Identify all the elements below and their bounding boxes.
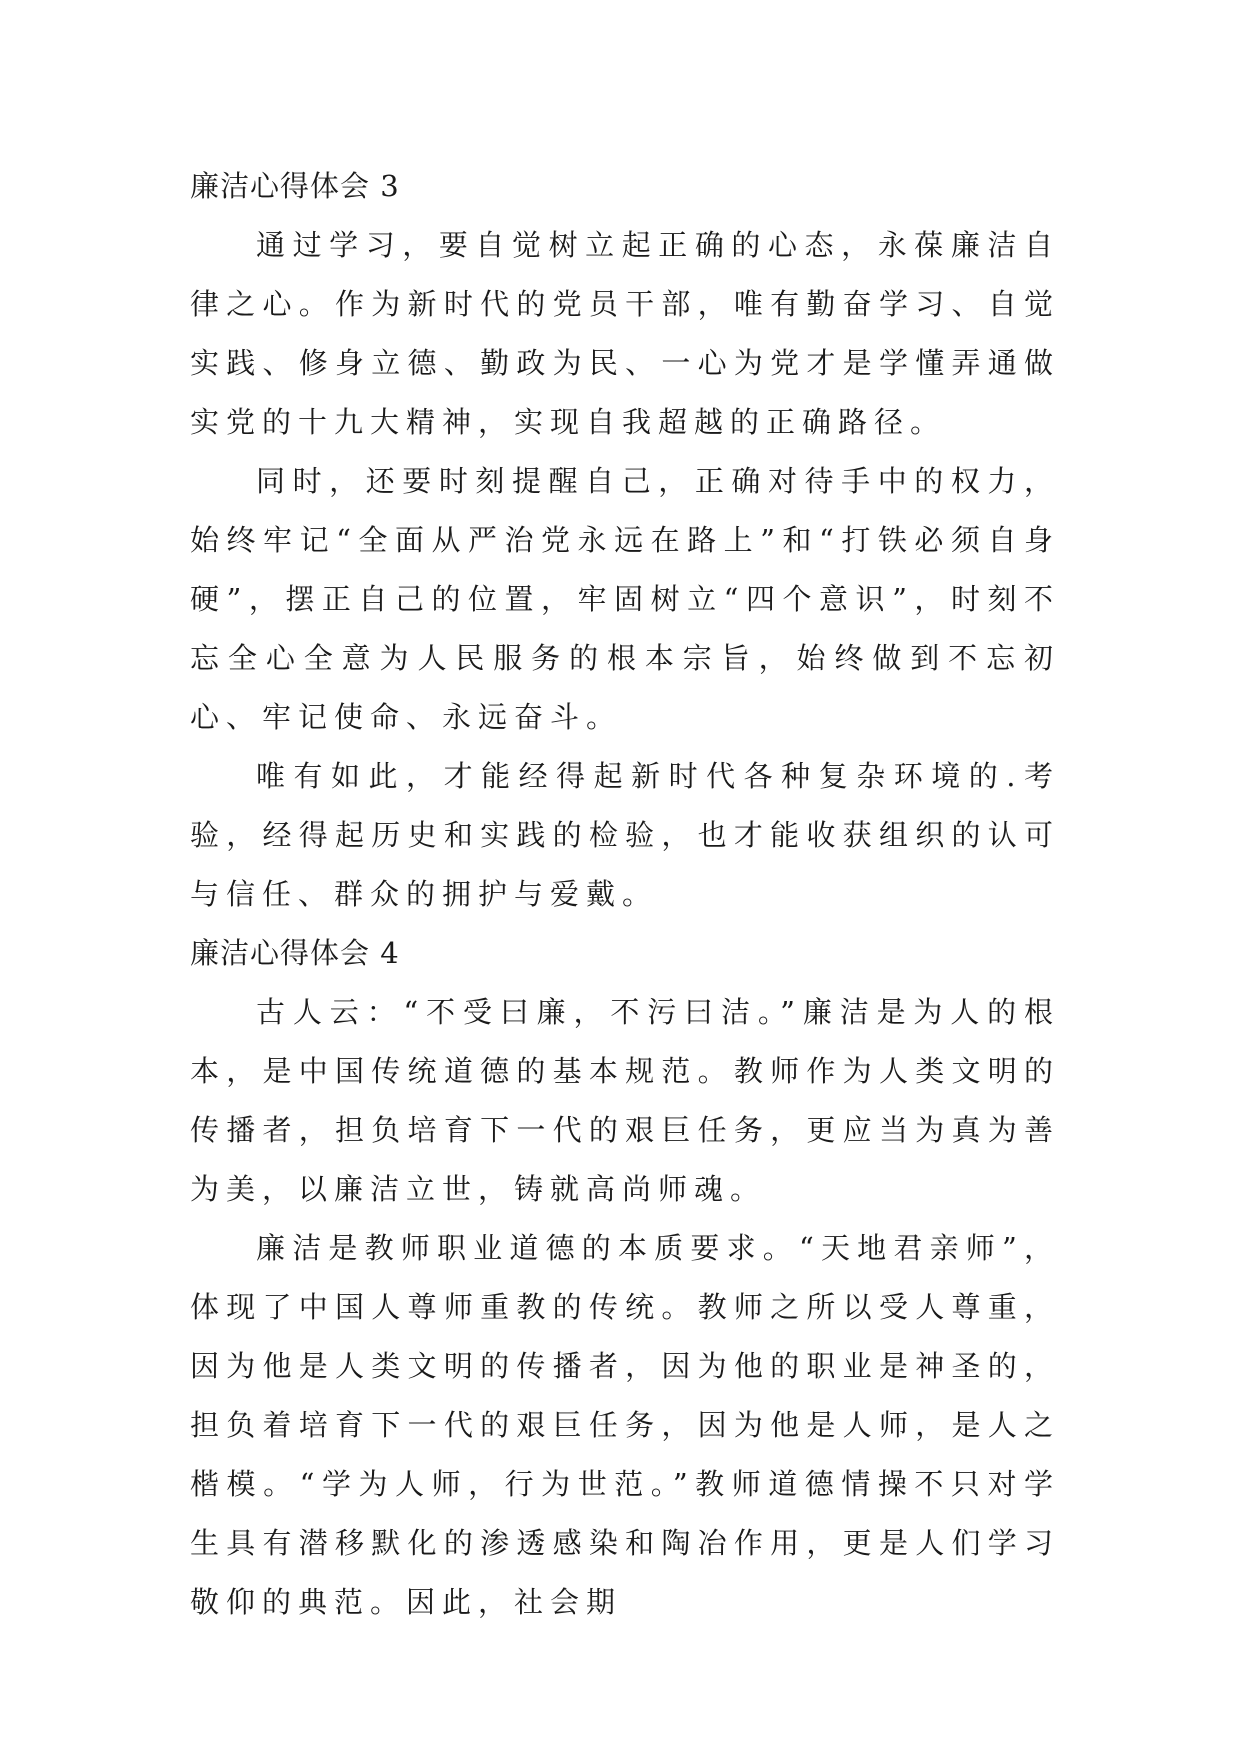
section-title: 廉洁心得体会 3 (190, 169, 400, 203)
section-title: 廉洁心得体会 4 (190, 936, 400, 970)
paragraph: 同时，还要时刻提醒自己，正确对待手中的权力，始终牢记“全面从严治党永远在路上”和“打铁必须自身硬”，摆正自己的位置，牢固树立“四个意识”，时刻不忘全心全意为人民服务的根本宗旨，始终做到不忘初心、牢记使命、永远奋斗。 (190, 464, 1060, 734)
document-page (190, 157, 1060, 1632)
paragraph: 唯有如此，才能经得起新时代各种复杂环境的.考验，经得起历史和实践的检验，也才能收获组织的认可与信任、群众的拥护与爱戴。 (190, 759, 1060, 911)
section-3 (190, 157, 1060, 924)
paragraph: 廉洁是教师职业道德的本质要求。“天地君亲师”，体现了中国人尊师重教的传统。教师之所以受人尊重，因为他是人类文明的传播者，因为他的职业是神圣的，担负着培育下一代的艰巨任务，因为他是人师，是人之楷模。“学为人师，行为世范。”教师道德情操不只对学生具有潜移默化的渗透感染和陶冶作用，更是人们学习敬仰的典范。因此，社会期 (190, 1231, 1060, 1619)
section-4 (190, 924, 1060, 1632)
paragraph: 古人云：“不受曰廉，不污曰洁。”廉洁是为人的根本，是中国传统道德的基本规范。教师作为人类文明的传播者，担负培育下一代的艰巨任务，更应当为真为善为美，以廉洁立世，铸就高尚师魂。 (190, 995, 1060, 1206)
paragraph: 通过学习，要自觉树立起正确的心态，永葆廉洁自律之心。作为新时代的党员干部，唯有勤奋学习、自觉实践、修身立德、勤政为民、一心为党才是学懂弄通做实党的十九大精神，实现自我超越的正确路径。 (190, 228, 1060, 439)
